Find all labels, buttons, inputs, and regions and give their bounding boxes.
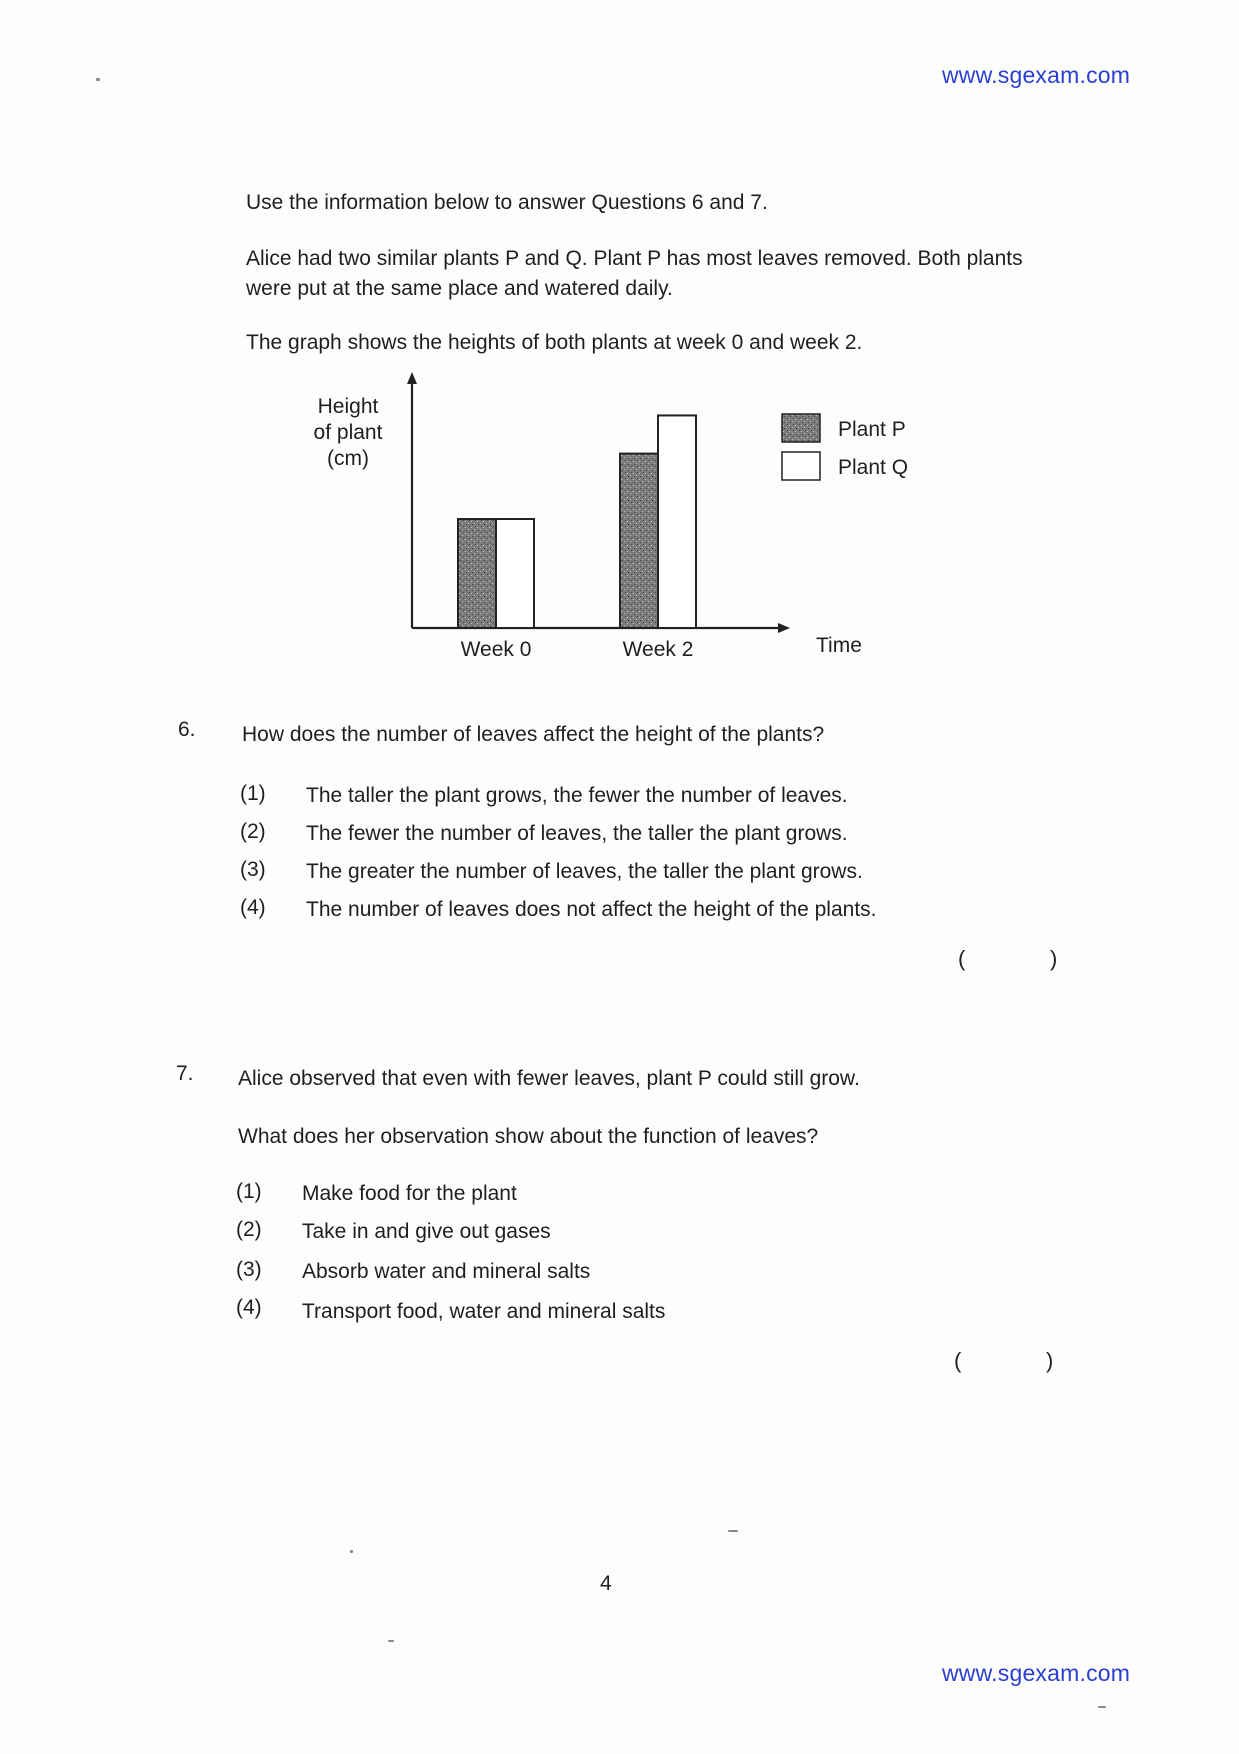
question-7-subtext: What does her observation show about the function of leaves?: [238, 1125, 819, 1148]
bar-plant-p-week-2: [620, 454, 658, 628]
y-axis-label-line-3: (cm): [327, 447, 369, 470]
scenario-line-2: were put at the same place and watered daily.: [246, 277, 673, 300]
q7-answer-bracket-open: (: [954, 1348, 962, 1373]
scan-speck: [350, 1550, 353, 1553]
scan-speck: [728, 1530, 738, 1532]
q6-option-2-text[interactable]: The fewer the number of leaves, the taller the plant grows.: [306, 822, 848, 845]
q6-option-1-text[interactable]: The taller the plant grows, the fewer the number of leaves.: [306, 784, 848, 807]
graph-description: The graph shows the heights of both plants at week 0 and week 2.: [246, 331, 863, 354]
bar-plant-q-week-2: [658, 415, 696, 628]
q6-answer-bracket-close: ): [1050, 946, 1058, 971]
question-7-number: 7.: [176, 1062, 194, 1085]
y-axis-label-line-2: of plant: [313, 421, 383, 444]
question-6-text: How does the number of leaves affect the height of the plants?: [242, 723, 825, 746]
q6-answer-bracket-open: (: [958, 946, 966, 971]
y-axis-arrow: [407, 372, 417, 384]
q6-option-4-number: (4): [240, 896, 266, 919]
q7-answer-box[interactable]: [968, 1346, 1042, 1376]
x-tick-label-week-0: Week 0: [460, 638, 532, 661]
q6-option-4-text[interactable]: The number of leaves does not affect the height of the plants.: [306, 898, 877, 921]
y-axis-label-line-1: Height: [317, 395, 379, 418]
q7-option-3-number: (3): [236, 1258, 262, 1281]
question-7-text: Alice observed that even with fewer leaves, plant P could still grow.: [238, 1067, 860, 1090]
x-axis-label: Time: [816, 634, 862, 657]
q7-option-4-number: (4): [236, 1296, 262, 1319]
q7-option-1-text[interactable]: Make food for the plant: [302, 1182, 517, 1205]
q6-answer-box[interactable]: [972, 944, 1046, 974]
footer-url[interactable]: www.sgexam.com: [942, 1660, 1131, 1686]
q6-option-2-number: (2): [240, 820, 266, 843]
scenario-line-1: Alice had two similar plants P and Q. Plant P has most leaves removed. Both plants: [246, 247, 1023, 270]
x-axis-arrow: [778, 623, 790, 633]
x-tick-label-week-2: Week 2: [622, 638, 694, 661]
height-bar-chart: [290, 370, 970, 670]
legend-label-plant-q: Plant Q: [838, 456, 909, 479]
q7-option-3-text[interactable]: Absorb water and mineral salts: [302, 1260, 591, 1283]
q6-option-3-number: (3): [240, 858, 266, 881]
q7-answer-bracket-close: ): [1046, 1348, 1054, 1373]
scan-speck: [96, 78, 100, 81]
legend-label-plant-p: Plant P: [838, 418, 906, 441]
legend-swatch-plant-p: [782, 414, 820, 442]
q6-option-1-number: (1): [240, 782, 266, 805]
bar-plant-q-week-0: [496, 519, 534, 628]
instruction-text: Use the information below to answer Questions 6 and 7.: [246, 191, 768, 214]
scan-speck: [1098, 1706, 1106, 1708]
question-6-number: 6.: [178, 718, 196, 741]
q6-option-3-text[interactable]: The greater the number of leaves, the taller the plant grows.: [306, 860, 863, 883]
q7-option-2-text[interactable]: Take in and give out gases: [302, 1220, 551, 1243]
q7-option-2-number: (2): [236, 1218, 262, 1241]
page-number: 4: [600, 1572, 612, 1595]
q7-option-4-text[interactable]: Transport food, water and mineral salts: [302, 1300, 666, 1323]
scan-speck: [388, 1640, 394, 1642]
bar-plant-p-week-0: [458, 519, 496, 628]
header-url[interactable]: www.sgexam.com: [942, 62, 1131, 88]
q7-option-1-number: (1): [236, 1180, 262, 1203]
legend-swatch-plant-q: [782, 452, 820, 480]
